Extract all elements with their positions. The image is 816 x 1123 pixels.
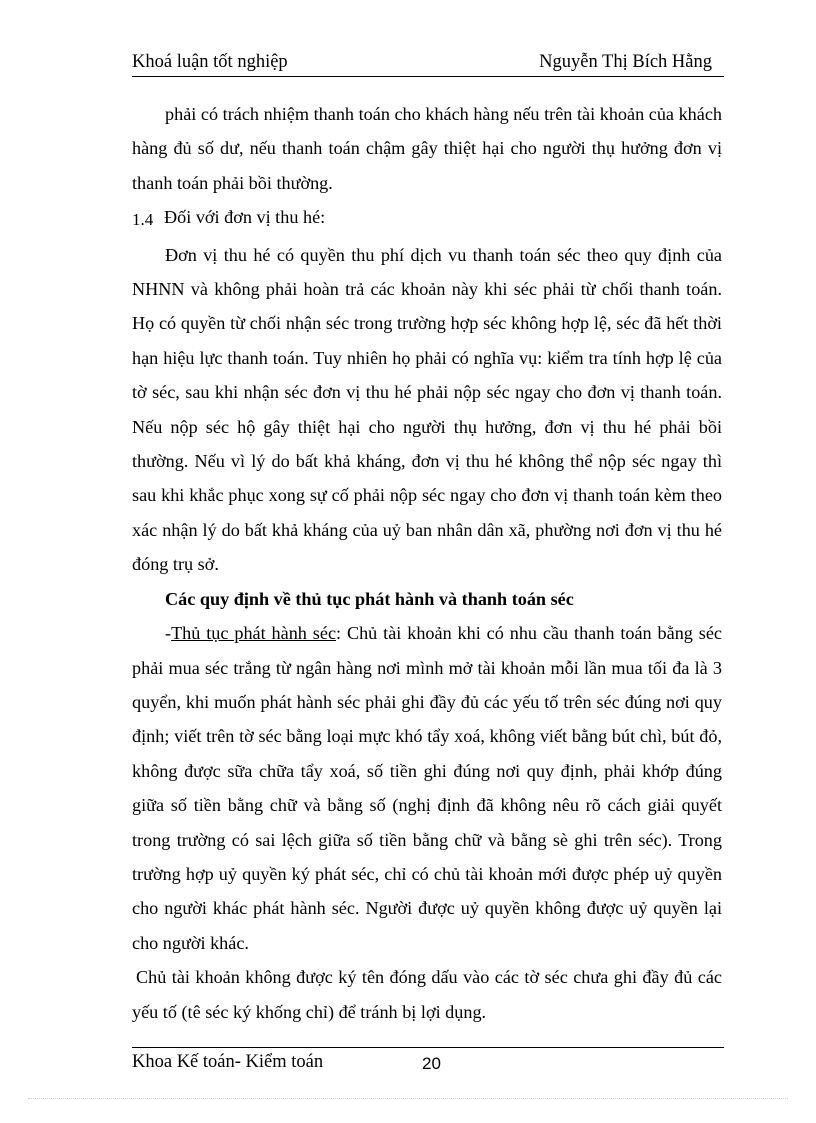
paragraph-3-label: Thủ tục phát hành séc: [171, 623, 337, 644]
paragraph-3: [132, 616, 722, 960]
page-header: [132, 52, 724, 77]
paragraph-3-text: : Chủ tài khoản khi có nhu cầu thanh toán bằng séc phải mua séc trắng từ ngân hàng nơi mình mở tài khoản mỗi lần mua tối đa là 3 quyển, khi muốn phát hành séc phải ghi đầy đủ các yếu tố trên séc đúng nơi quy định; viết trên tờ séc bằng loại mực khó tẩy xoá, không viết bằng bút chì, bút đỏ, không được sữa chữa tẩy xoá, số tiền ghi đúng nơi quy định, phải khớp đúng giữa số tiền bằng chữ và bằng số (nghị định đã không nêu rõ cách giải quyết trong trường có sai lệch giữa số tiền bằng chữ và bằng sè ghi trên séc). Trong trường hợp uỷ quyền ký phát séc, chỉ có chủ tài khoản mới được phép uỷ quyền cho người khác phát hành séc. Người được uỷ quyền không được uỷ quyền lại cho người khác.: [132, 623, 722, 953]
paragraph-2: Đơn vị thu hé có quyền thu phí dịch vu thanh toán séc theo quy định của NHNN và không phải hoàn trả các khoản này khi séc phải từ chối thanh toán. Họ có quyền từ chối nhận séc trong trường hợp séc không hợp lệ, séc đã hết thời hạn hiệu lực thanh toán. Tuy nhiên họ phải có nghĩa vụ: kiểm tra tính hợp lệ của tờ séc, sau khi nhận séc đơn vị thu hé phải nộp séc ngay cho đơn vị thanh toán. Nếu nộp séc hộ gây thiệt hại cho người thụ hưởng, đơn vị thu hé phải bồi thường. Nếu vì lý do bất khả kháng, đơn vị thu hé không thể nộp séc ngay thì sau khi khắc phục xong sự cố phải nộp séc ngay cho đơn vị thanh toán kèm theo xác nhận lý do bất khả kháng của uỷ ban nhân dân xã, phường nơi đơn vị thu hé đóng trụ sở.: [132, 244, 722, 575]
document-body: [132, 97, 722, 1029]
paragraph-1: phải có trách nhiệm thanh toán cho khách hàng nếu trên tài khoản của khách hàng đủ số dư, nếu thanh toán chậm gây thiệt hại cho người thụ hưởng đơn vị thanh toán phải bồi thường.: [132, 104, 722, 193]
section-title: Đối với đơn vị thu hé:: [164, 207, 326, 228]
footer-department: Khoa Kế toán- Kiểm toán: [132, 1052, 324, 1072]
page-number: 20: [422, 1054, 441, 1073]
page-footer: [132, 1047, 724, 1078]
subheading: Các quy định về thủ tục phát hành và thanh toán séc: [165, 588, 574, 609]
section-heading: [132, 200, 722, 237]
page-bottom-divider: [28, 1098, 788, 1099]
header-thesis-title: Khoá luận tốt nghiệp: [132, 52, 288, 72]
paragraph-4: Chủ tài khoản không được ký tên đóng dấu vào các tờ séc chưa ghi đầy đủ các yếu tố (tê séc ký khống chỉ) để tránh bị lợi dụng.: [132, 967, 722, 1022]
section-number: 1.4: [132, 210, 154, 230]
paragraph-3-dash: -: [165, 623, 172, 644]
header-author-name: Nguyễn Thị Bích Hằng: [539, 52, 712, 72]
